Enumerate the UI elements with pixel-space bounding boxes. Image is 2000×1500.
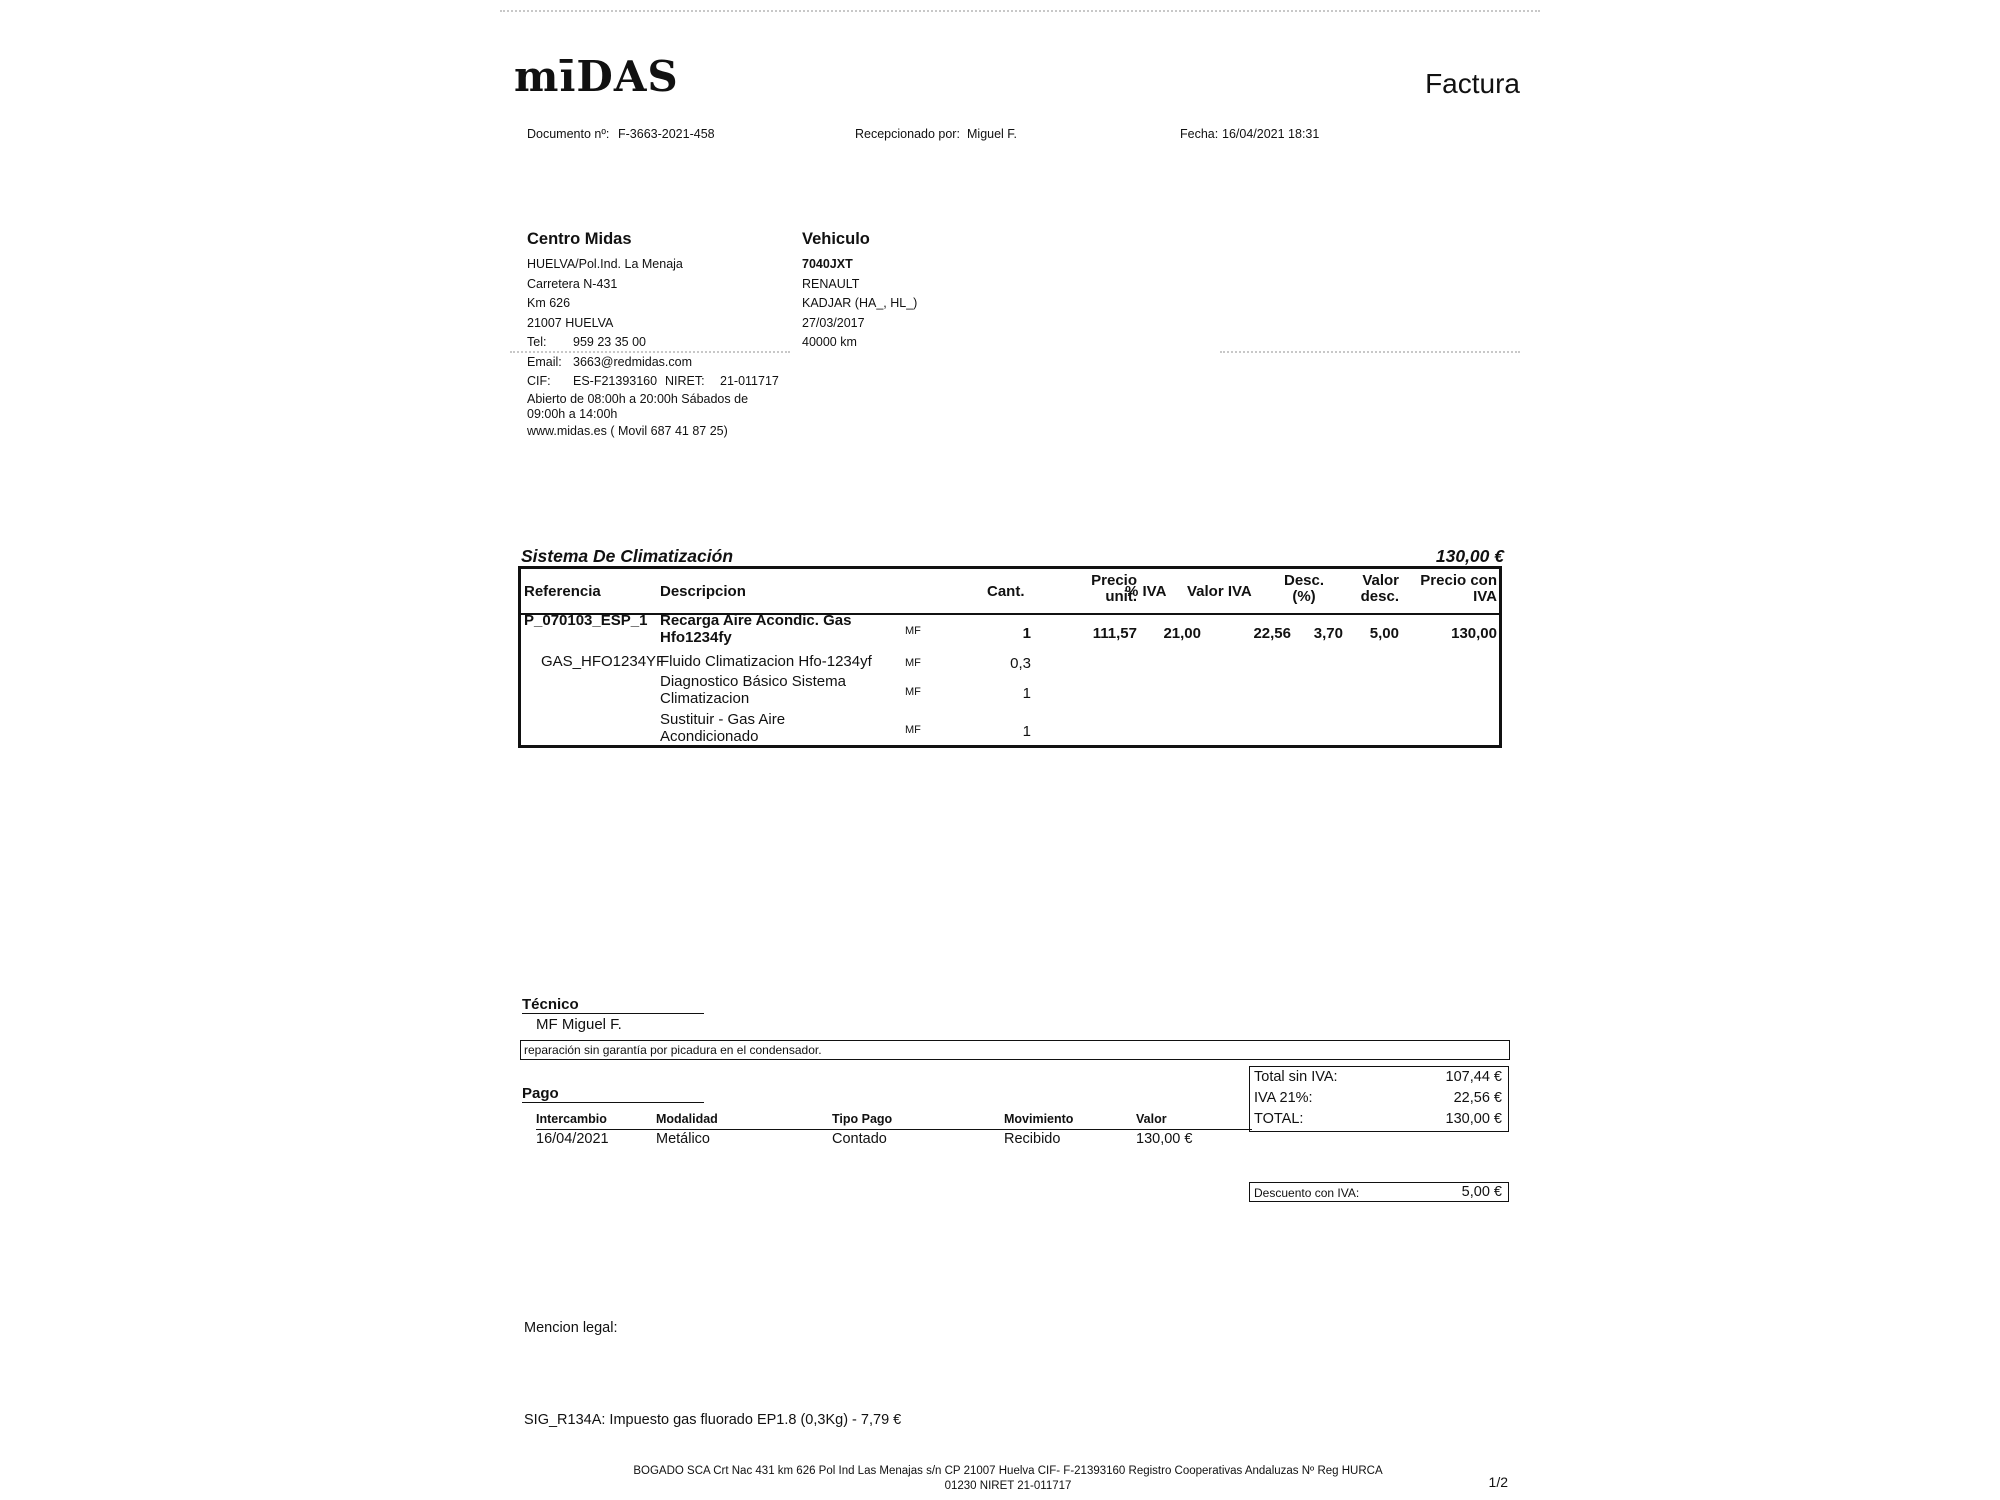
th-precio-unit: Precio unit. [1091,572,1137,605]
center-niret: 21-011717 [720,374,779,388]
th-cantidad: Cant. [987,583,1025,600]
center-tel-label: Tel: [527,335,547,349]
date-value: 16/04/2021 18:31 [1222,127,1320,141]
pay-th-movement: Movimiento [1004,1112,1074,1126]
row-1-price-iva: 130,00 [1451,625,1497,642]
vehicle-date: 27/03/2017 [802,316,865,330]
row-3-desc: Diagnostico Básico Sistema Climatizacion [660,673,846,707]
footer [588,1464,1428,1494]
center-address-3: Km 626 [527,296,571,310]
center-email[interactable]: 3663@redmidas.com [573,355,692,369]
note-box [520,1040,1510,1060]
pay-th-type: Tipo Pago [832,1112,893,1126]
totals-box [1249,1066,1509,1132]
th-desc-pct: Desc. (%) [1283,572,1325,605]
category-title: Sistema De Climatización [521,546,734,566]
row-1-iva-pct: 21,00 [1163,625,1201,642]
total-sin-iva-row [1254,1069,1502,1085]
pay-movement: Recibido [1004,1131,1061,1147]
th-valor-desc: Valor desc. [1360,572,1399,605]
total-sin-iva-value: 107,44 € [1445,1069,1502,1085]
row-1-price: 111,57 [1092,625,1137,642]
row-4-desc: Sustituir - Gas Aire Acondicionado [660,711,786,745]
technician-label: Técnico [522,996,704,1014]
technician-name: MF Miguel F. [536,1016,622,1033]
center-cif: ES-F21393160 [573,374,658,388]
iva-value: 22,56 € [1453,1090,1502,1106]
invoice-page [500,0,1540,1500]
page-number: 1/2 [1488,1474,1508,1490]
row-1-disc-pct: 3,70 [1313,625,1343,642]
row-1-desc: Recarga Aire Acondic. Gas Hfo1234fy [660,612,852,646]
row-1-tech: MF [905,625,921,637]
midas-logo: mīDAS [514,52,679,101]
vehicle-plate: 7040JXT [802,257,853,271]
row-3-tech: MF [905,686,921,698]
vehicle-brand: RENAULT [802,277,860,291]
pay-th-mode: Modalidad [656,1112,718,1126]
row-4-qty: 1 [1022,723,1031,740]
received-value: Miguel F. [967,127,1018,141]
th-iva-valor: Valor IVA [1187,583,1252,600]
total-label: TOTAL: [1254,1111,1304,1127]
pay-th-value: Valor [1136,1112,1167,1126]
footer-line-1: BOGADO SCA Crt Nac 431 km 626 Pol Ind Las Menajas s/n CP 21007 Huelva CIF- F-21393160 Registro Cooperativas Andaluzas Nº Reg HURCA [633,1465,1383,1477]
document-title: Factura [1425,68,1520,99]
center-cif-label: CIF: [527,374,551,388]
vehicle-title: Vehiculo [802,230,870,248]
iva-row [1254,1090,1502,1106]
row-1-iva-val: 22,56 [1253,625,1291,642]
row-2-qty: 0,3 [1010,655,1031,672]
row-1-ref: P_070103_ESP_1 [524,612,648,629]
total-value: 130,00 € [1445,1111,1502,1127]
row-1-disc-val: 5,00 [1369,625,1399,642]
center-tel: 959 23 35 00 [573,335,646,349]
row-2-desc: Fluido Climatizacion Hfo-1234yf [660,653,872,670]
row-1-qty: 1 [1022,625,1031,642]
items-table [518,566,1502,748]
pay-type: Contado [832,1131,887,1147]
pay-value: 130,00 € [1136,1131,1193,1147]
th-referencia: Referencia [524,583,601,600]
center-hours: Abierto de 08:00h a 20:00h Sábados de 09:00h a 14:00h [527,392,749,421]
center-niret-label: NIRET: [665,374,705,388]
category-total: 130,00 € [1435,546,1504,566]
received-label: Recepcionado por: [855,127,960,141]
total-sin-iva-label: Total sin IVA: [1254,1069,1338,1085]
scan-artifact-line-right [1220,351,1520,353]
discount-label: Descuento con IVA: [1254,1186,1360,1200]
center-email-label: Email: [527,355,562,369]
row-2-tech: MF [905,657,921,669]
legal-tax-text: SIG_R134A: Impuesto gas fluorado EP1.8 (0,3Kg) - 7,79 € [524,1412,902,1428]
footer-line-2: 01230 NIRET 21-011717 [944,1480,1072,1492]
center-web[interactable]: www.midas.es ( Movil 687 41 87 25) [527,424,728,438]
date-label: Fecha: [1180,127,1219,141]
vehicle-model: KADJAR (HA_, HL_) [802,296,918,310]
th-iva-pct: % IVA [1125,583,1167,600]
th-descripcion: Descripcion [660,583,746,600]
discount-value: 5,00 € [1461,1184,1502,1200]
vehicle-km: 40000 km [802,335,857,349]
doc-no-label: Documento nº: [527,127,610,141]
row-4-tech: MF [905,724,921,736]
center-address-4: 21007 HUELVA [527,316,614,330]
row-3-qty: 1 [1022,685,1031,702]
center-title: Centro Midas [527,230,632,248]
th-precio-con-iva: Precio con IVA [1420,572,1497,605]
legal-label: Mencion legal: [524,1320,618,1336]
payment-header-row [536,1112,1252,1130]
iva-label: IVA 21%: [1254,1090,1313,1106]
pay-th-exchange: Intercambio [536,1112,607,1126]
total-row [1254,1111,1502,1127]
center-address-2: Carretera N-431 [527,277,618,291]
pay-mode: Metálico [656,1131,710,1147]
pay-exchange: 16/04/2021 [536,1131,609,1147]
payment-label: Pago [522,1085,704,1103]
doc-no-value: F-3663-2021-458 [618,127,715,141]
row-2-ref: GAS_HFO1234YF [541,653,666,670]
discount-box [1249,1182,1509,1202]
scan-artifact-top [500,10,1540,12]
note-text: reparación sin garantía por picadura en el condensador. [524,1043,822,1057]
center-address-1: HUELVA/Pol.Ind. La Menaja [527,257,683,271]
